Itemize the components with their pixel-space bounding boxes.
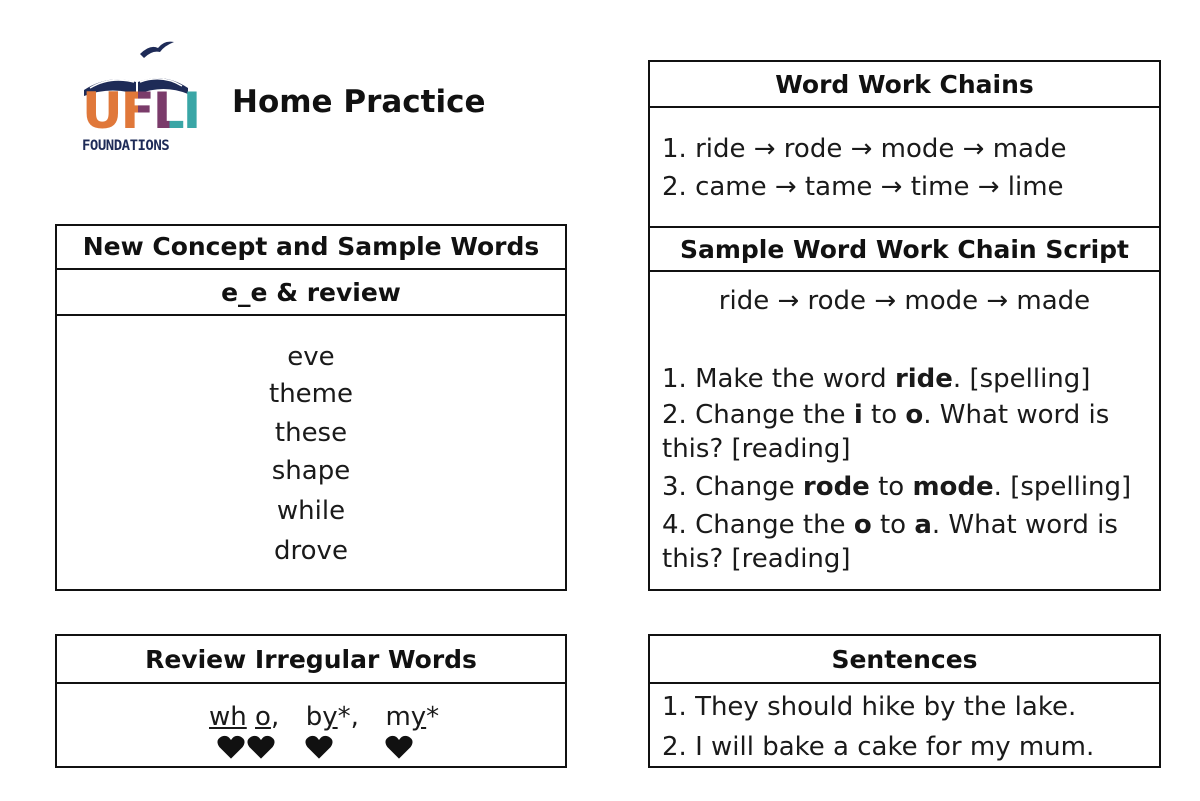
heart-icon <box>305 734 333 760</box>
concept-subtitle: e_e & review <box>57 270 565 316</box>
heart-icon <box>217 734 245 760</box>
concept-title: New Concept and Sample Words <box>57 226 565 270</box>
script-step-1: 1. Make the word ride. [spelling] <box>662 364 1091 394</box>
script-chain: ride → rode → mode → made <box>718 286 1091 316</box>
word-who-part2: o <box>255 702 271 732</box>
script-title: Sample Word Work Chain Script <box>650 226 1159 272</box>
logo-letters-text: UFLI <box>82 82 200 140</box>
chain-item: 2. came → tame → time → lime <box>662 172 1064 202</box>
sample-word: shape <box>271 456 351 486</box>
irregular-box <box>55 634 567 768</box>
heart-icon <box>385 734 413 760</box>
heart-icon <box>247 734 275 760</box>
script-step-4-cont: this? [reading] <box>662 544 851 574</box>
irregular-title: Review Irregular Words <box>57 636 565 684</box>
logo-subtext: FOUNDATIONS <box>82 138 170 154</box>
script-step-3: 3. Change rode to mode. [spelling] <box>662 472 1132 502</box>
sentence-item: 2. I will bake a cake for my mum. <box>662 732 1095 762</box>
word-my-star: * <box>426 702 440 732</box>
script-step-2: 2. Change the i to o. What word is <box>662 400 1110 430</box>
sample-word: theme <box>269 379 353 409</box>
chain-item: 1. ride → rode → mode → made <box>662 134 1067 164</box>
ufli-logo <box>78 38 198 160</box>
word-who-part1: wh <box>209 702 247 732</box>
irregular-words <box>209 702 439 732</box>
comma: , <box>270 702 280 732</box>
sentence-item: 1. They should hike by the lake. <box>662 692 1077 722</box>
script-step-4: 4. Change the o to a. What word is <box>662 510 1118 540</box>
script-step-2-cont: this? [reading] <box>662 434 851 464</box>
chains-title: Word Work Chains <box>650 62 1159 108</box>
word-my-part2: y <box>410 702 427 732</box>
word-by-part2: y <box>322 702 338 732</box>
sample-word: these <box>274 418 348 448</box>
sample-word: while <box>276 496 346 526</box>
word-my-part1: m <box>385 702 411 732</box>
logo-letters <box>82 84 199 138</box>
sentences-box <box>648 634 1161 768</box>
concept-box <box>55 224 567 591</box>
word-by-part1: b <box>305 702 323 732</box>
sample-word: eve <box>287 342 335 372</box>
page-title: Home Practice <box>232 84 486 120</box>
word-by-star: *, <box>337 702 359 732</box>
sample-word: drove <box>274 536 348 566</box>
sentences-title: Sentences <box>650 636 1159 684</box>
chains-box <box>648 60 1161 591</box>
